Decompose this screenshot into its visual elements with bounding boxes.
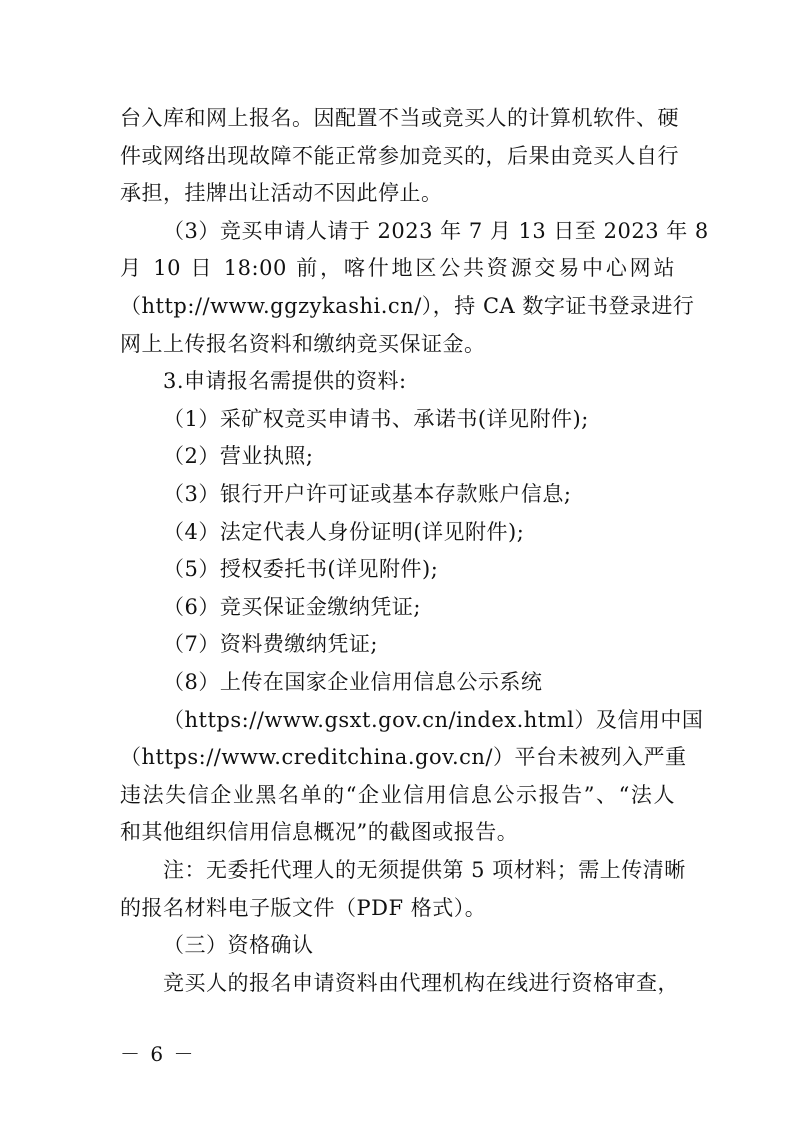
list-item: （4）法定代表人身份证明(详见附件);	[163, 520, 525, 544]
paragraph-line: 月 10 日 18:00 前，喀什地区公共资源交易中心网站	[120, 256, 675, 280]
paragraph-line: （https://www.creditchina.gov.cn/）平台未被列入严重	[120, 745, 687, 769]
paragraph-line: 件或网络出现故障不能正常参加竞买的，后果由竞买人自行	[120, 144, 679, 168]
paragraph-line: 网上上传报名资料和缴纳竞买保证金。	[120, 332, 486, 356]
list-item: （2）营业执照;	[163, 444, 314, 468]
paragraph-line: （https://www.gsxt.gov.cn/index.html）及信用中国	[163, 708, 704, 732]
page-number: － 6 －	[120, 1042, 196, 1066]
list-item: （1）采矿权竞买申请书、承诺书(详见附件);	[163, 407, 589, 431]
paragraph-line: 违法失信企业黑名单的“企业信用信息公示报告”、“法人	[120, 783, 675, 807]
paragraph-line: （http://www.ggzykashi.cn/），持 CA 数字证书登录进行	[120, 294, 695, 318]
section-heading: 3.申请报名需提供的资料:	[163, 369, 407, 393]
paragraph-line: 和其他组织信用信息概况”的截图或报告。	[120, 820, 519, 844]
paragraph-line: 台入库和网上报名。因配置不当或竞买人的计算机软件、硬	[120, 106, 679, 130]
list-item: （8）上传在国家企业信用信息公示系统	[163, 670, 543, 694]
paragraph-line: （3）竞买申请人请于 2023 年 7 月 13 日至 2023 年 8	[163, 219, 709, 243]
section-heading: （三）资格确认	[163, 933, 314, 957]
paragraph-line: 承担，挂牌出让活动不因此停止。	[120, 181, 443, 205]
list-item: （3）银行开户许可证或基本存款账户信息;	[163, 482, 572, 506]
list-item: （5）授权委托书(详见附件);	[163, 557, 439, 581]
list-item: （7）资料费缴纳凭证;	[163, 632, 378, 656]
note-line: 的报名材料电子版文件（PDF 格式）。	[120, 896, 487, 920]
paragraph-line: 竞买人的报名申请资料由代理机构在线进行资格审查，	[163, 971, 679, 995]
list-item: （6）竞买保证金缴纳凭证;	[163, 595, 421, 619]
note-line: 注：无委托代理人的无须提供第 5 项材料；需上传清晰	[163, 858, 686, 882]
